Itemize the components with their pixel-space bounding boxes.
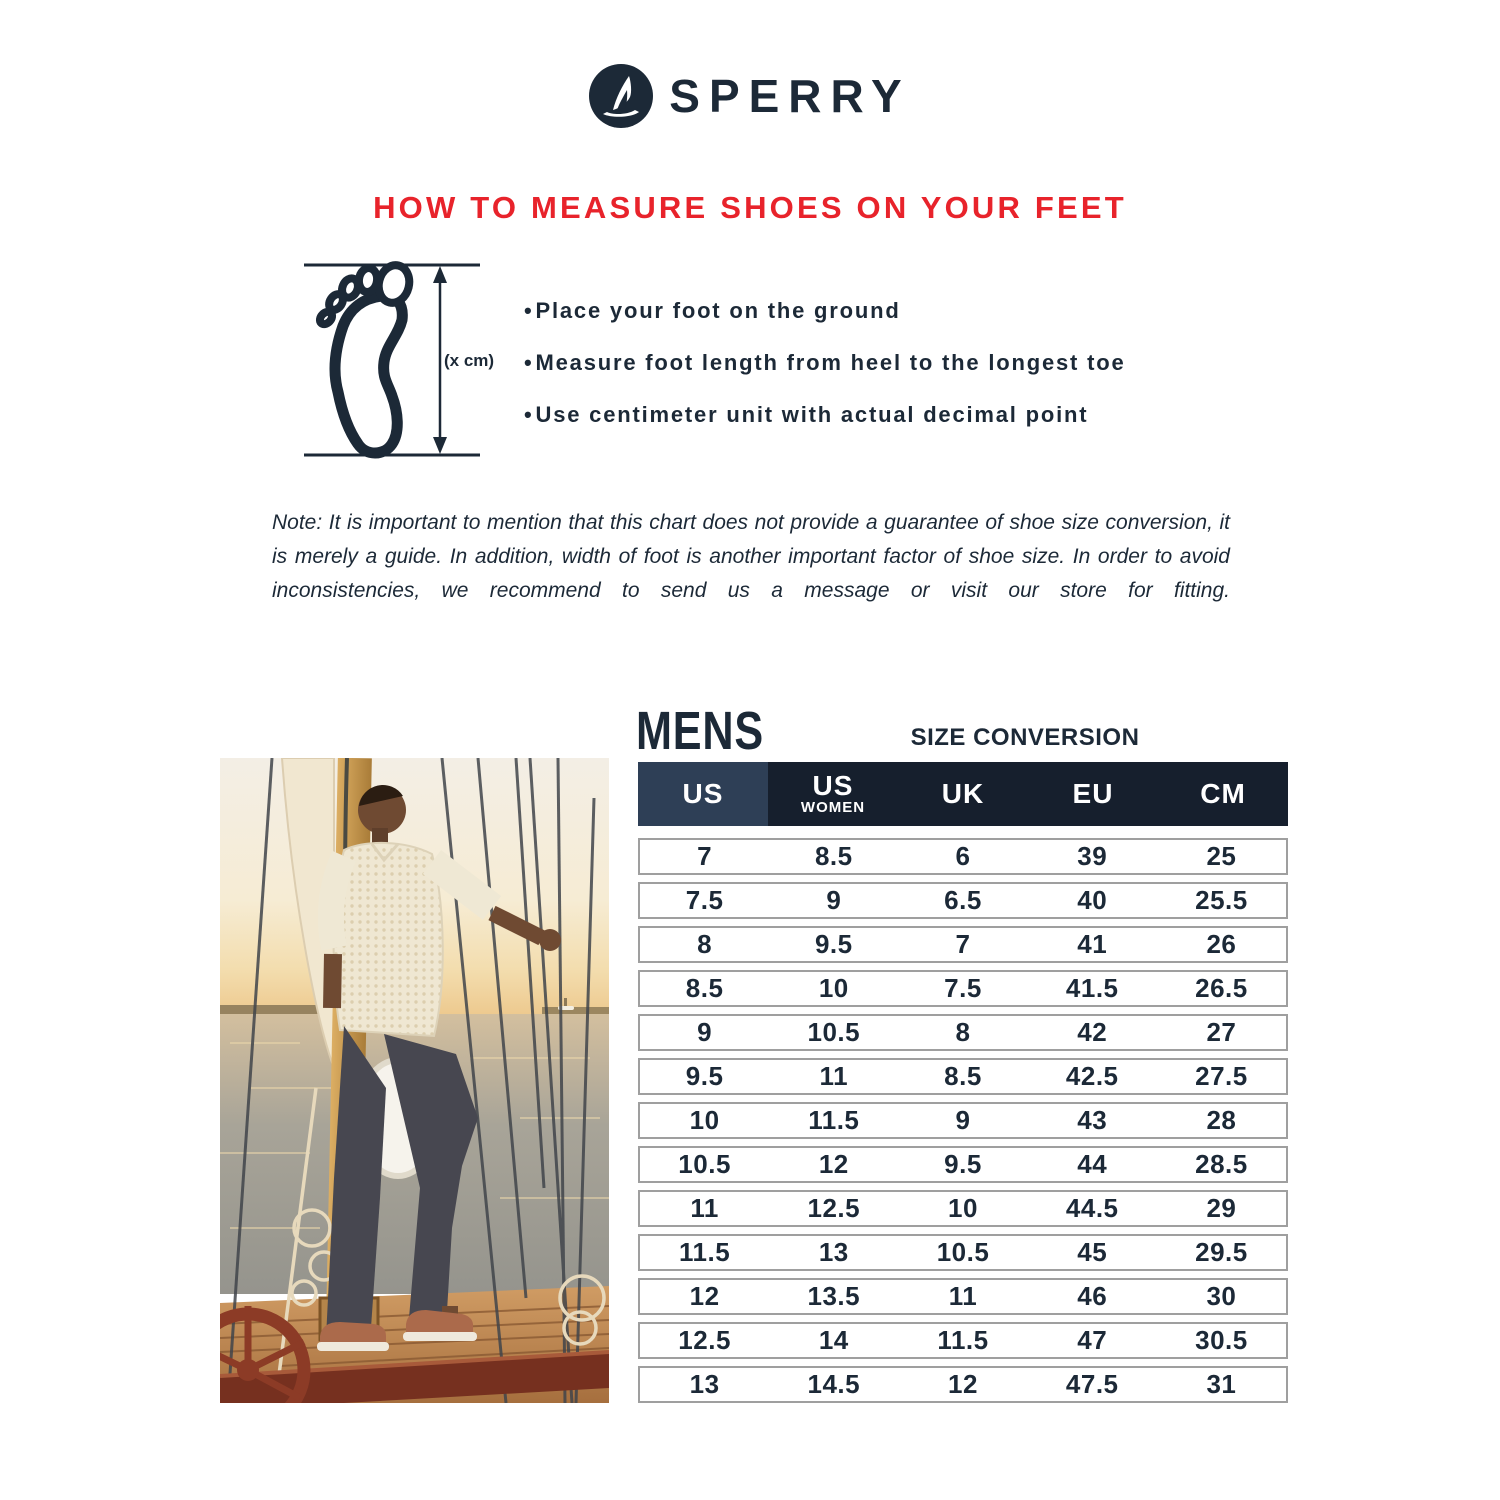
size-cell: 7.5 (944, 973, 982, 1003)
brand-header (0, 64, 1500, 128)
instruction-list (524, 298, 1126, 428)
size-cell: 47 (1077, 1325, 1108, 1355)
size-cell: 8 (697, 929, 713, 959)
size-table-row (638, 1278, 1288, 1315)
size-table-row (638, 926, 1288, 963)
sailboat-photo-illustration (220, 758, 609, 1403)
size-cell: 10.5 (807, 1017, 861, 1047)
size-cell: 25 (1206, 841, 1237, 871)
size-table-row (638, 1014, 1288, 1051)
sailboat-photo (220, 758, 609, 1403)
size-cell: 9.5 (944, 1149, 982, 1179)
size-table-row (638, 970, 1288, 1007)
size-cell: 9.5 (814, 929, 853, 959)
size-cell: 26.5 (1195, 973, 1248, 1003)
instruction-item (524, 298, 1126, 324)
size-cell: 10 (689, 1105, 720, 1135)
instruction-item (524, 350, 1126, 376)
size-cell: 8.5 (685, 973, 724, 1003)
size-cell: 10.5 (678, 1149, 731, 1179)
size-cell: 14 (818, 1325, 849, 1355)
foot-measure-diagram (298, 250, 498, 468)
size-table-row (638, 838, 1288, 875)
bullet-icon: • (524, 298, 534, 323)
size-cell: 41 (1077, 929, 1108, 959)
size-cell: 9 (826, 885, 842, 915)
size-cell: 12 (948, 1369, 978, 1399)
size-cell: 26 (1206, 929, 1237, 959)
size-cell: 10.5 (936, 1237, 990, 1267)
size-cell: 13 (689, 1369, 720, 1399)
size-cell: 9 (697, 1017, 713, 1047)
size-table-row (638, 1058, 1288, 1095)
size-cell: 10 (948, 1193, 978, 1223)
size-cell: 44 (1077, 1149, 1108, 1179)
size-col-header-cm: CM (1200, 778, 1246, 809)
size-cell: 7 (955, 929, 971, 959)
size-cell: 11.5 (679, 1237, 731, 1267)
size-cell: 11 (690, 1193, 719, 1223)
size-table-header-row (638, 762, 1288, 826)
size-cell: 47.5 (1065, 1369, 1119, 1399)
size-cell: 29 (1206, 1193, 1237, 1223)
size-col-header-us-women: US WOMEN (800, 770, 866, 816)
instruction-text: Place your foot on the ground (535, 298, 901, 323)
size-cell: 42.5 (1065, 1061, 1119, 1091)
size-cell: 8.5 (814, 841, 853, 871)
size-cell: 28.5 (1195, 1149, 1248, 1179)
size-col-header-us: US (638, 762, 768, 826)
size-cell: 9.5 (685, 1061, 724, 1091)
brand-name: SPERRY (669, 70, 911, 122)
size-chart-title: MENS (636, 701, 765, 761)
size-cell: 27 (1206, 1017, 1237, 1047)
disclaimer-note: Note: It is important to mention that this chart does not provide a guarantee of shoe size conversion, it is merely a guide. In addition, width of foot is another important factor of shoe size. In order to avoid inconsistencies, we recommend to send us a message or visit our store for fitting. (272, 511, 1230, 602)
size-table-row (638, 1322, 1288, 1359)
size-cell: 27.5 (1195, 1061, 1248, 1091)
bullet-icon: • (524, 402, 534, 427)
size-cell: 42 (1077, 1017, 1108, 1047)
size-cell: 46 (1077, 1281, 1108, 1311)
sperry-sailboat-icon (589, 64, 653, 128)
size-cell: 25.5 (1195, 885, 1248, 915)
size-cell: 11 (819, 1061, 849, 1091)
size-cell: 9 (955, 1105, 971, 1135)
size-cell: 13.5 (807, 1281, 861, 1311)
bullet-icon: • (524, 350, 534, 375)
size-cell: 29.5 (1195, 1237, 1248, 1267)
size-cell: 10 (818, 973, 849, 1003)
size-table-row (638, 1102, 1288, 1139)
size-cell: 13 (818, 1237, 849, 1267)
size-cell: 14.5 (807, 1369, 861, 1399)
size-cell: 6.5 (944, 885, 982, 915)
size-cell: 44.5 (1065, 1193, 1119, 1223)
size-cell: 39 (1077, 841, 1108, 871)
size-col-header-uk: UK (941, 778, 985, 809)
size-cell: 11.5 (937, 1325, 989, 1355)
size-cell: 12.5 (678, 1325, 731, 1355)
size-cell: 12 (818, 1149, 849, 1179)
size-cell: 11 (948, 1281, 978, 1311)
size-cell: 6 (955, 841, 971, 871)
size-cell: 7.5 (685, 885, 724, 915)
size-cell: 30 (1206, 1281, 1237, 1311)
size-col-header-eu: EU (1072, 778, 1114, 809)
size-cell: 8 (955, 1017, 971, 1047)
size-table-row (638, 882, 1288, 919)
size-cell: 12 (689, 1281, 720, 1311)
size-cell: 11.5 (808, 1105, 860, 1135)
size-cell: 28 (1206, 1105, 1237, 1135)
footprint-icon (318, 262, 414, 453)
size-cell: 41.5 (1065, 973, 1119, 1003)
size-cell: 30.5 (1195, 1325, 1248, 1355)
page-title: HOW TO MEASURE SHOES ON YOUR FEET (373, 190, 1127, 225)
size-cell: 43 (1077, 1105, 1108, 1135)
size-cell: 7 (697, 841, 713, 871)
instruction-item (524, 402, 1126, 428)
size-cell: 45 (1077, 1237, 1108, 1267)
size-table-row (638, 1366, 1288, 1403)
instruction-text: Use centimeter unit with actual decimal point (535, 402, 1089, 427)
size-table-body (638, 838, 1288, 1403)
size-conversion-table (638, 762, 1288, 1410)
measure-label: (x cm) (444, 351, 495, 370)
size-cell: 40 (1077, 885, 1108, 915)
size-table-row (638, 1146, 1288, 1183)
size-cell: 12.5 (807, 1193, 861, 1223)
size-table-row (638, 1234, 1288, 1271)
instruction-text: Measure foot length from heel to the longest toe (535, 350, 1126, 375)
size-cell: 8.5 (944, 1061, 982, 1091)
size-cell: 31 (1206, 1369, 1237, 1399)
size-table-row (638, 1190, 1288, 1227)
size-chart-subtitle: SIZE CONVERSION (910, 724, 1140, 751)
